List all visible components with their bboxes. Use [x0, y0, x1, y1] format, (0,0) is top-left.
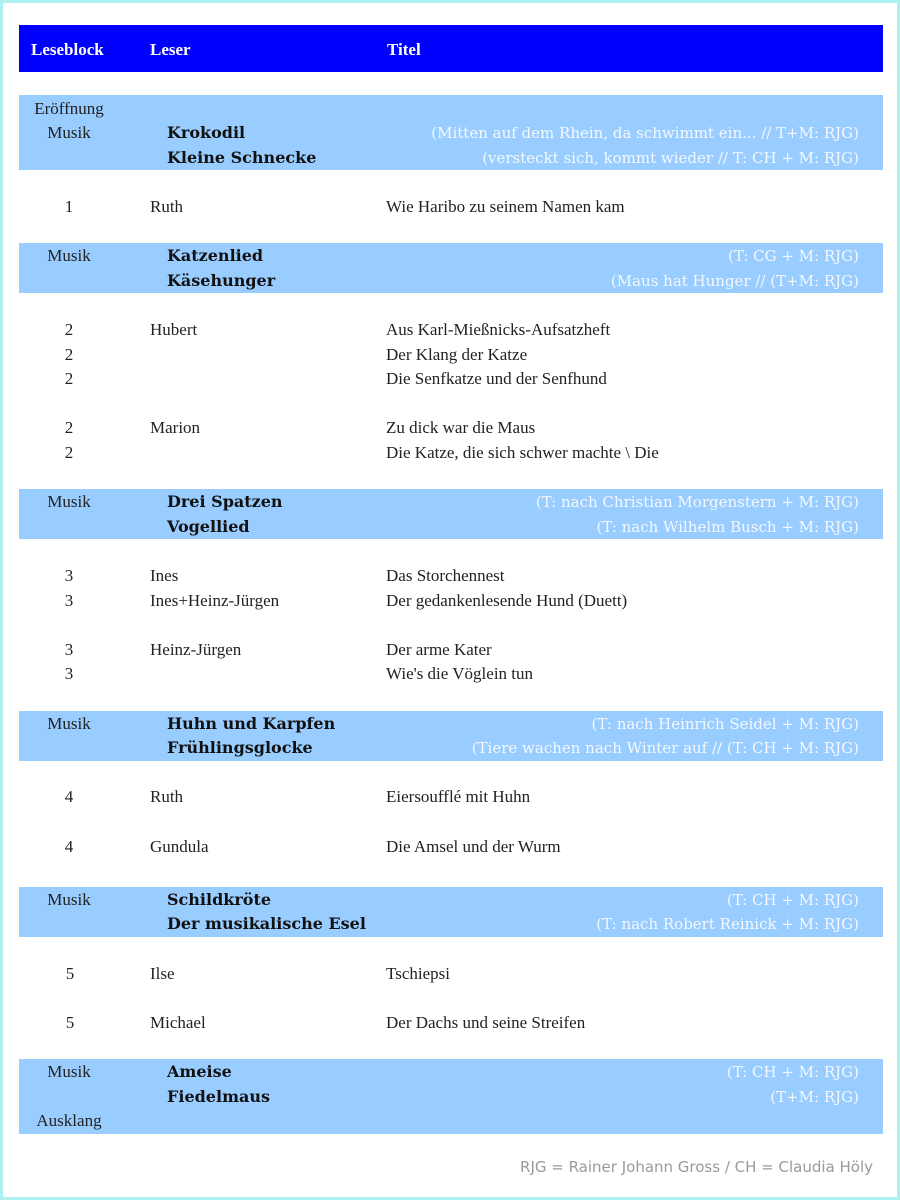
- reading-block: 2: [64, 443, 74, 462]
- song-name: Frühlingsglocke: [167, 738, 313, 757]
- reading-title: Wie's die Vöglein tun: [386, 664, 534, 683]
- reading-title: Der gedankenlesende Hund (Duett): [386, 591, 628, 610]
- song-name: Schildkröte: [167, 890, 272, 909]
- music-label: Musik: [47, 890, 91, 909]
- song-name: Der musikalische Esel: [167, 914, 366, 933]
- song-note: (Mitten auf dem Rhein, da schwimmt ein... // T+M: RJG): [431, 124, 859, 142]
- reading-reader: Hubert: [150, 320, 198, 339]
- music-band: [19, 887, 883, 937]
- song-note: (T: CH + M: RJG): [726, 1063, 859, 1081]
- reading-reader: Michael: [150, 1013, 206, 1032]
- music-band: [19, 711, 883, 761]
- reading-title: Der Dachs und seine Streifen: [386, 1013, 586, 1032]
- reading-block: 1: [64, 197, 74, 216]
- music-label: Musik: [47, 492, 91, 511]
- reading-title: Eiersoufflé mit Huhn: [386, 787, 531, 806]
- song-name: Ameise: [167, 1062, 232, 1081]
- header-leser: Leser: [150, 40, 191, 59]
- reading-reader: Ruth: [150, 787, 184, 806]
- reading-block: 5: [65, 1013, 75, 1032]
- reading-block: 2: [64, 418, 74, 437]
- reading-reader: Ines: [150, 566, 179, 585]
- reading-block: 2: [64, 320, 74, 339]
- reading-title: Die Senfkatze und der Senfhund: [386, 369, 607, 388]
- reading-title: Der arme Kater: [386, 640, 492, 659]
- song-note: (T: nach Wilhelm Busch + M: RJG): [596, 518, 859, 536]
- song-note: (Maus hat Hunger // (T+M: RJG): [610, 272, 859, 290]
- header-leseblock: Leseblock: [31, 40, 104, 59]
- reading-reader: Ines+Heinz-Jürgen: [150, 591, 280, 610]
- song-note: (versteckt sich, kommt wieder // T: CH + M: RJG): [482, 149, 859, 167]
- reading-block: 5: [65, 964, 75, 983]
- reading-block: 4: [64, 787, 74, 806]
- music-label: Musik: [47, 123, 91, 142]
- reading-reader: Ilse: [150, 964, 175, 983]
- song-note: (T: CH + M: RJG): [726, 891, 859, 909]
- reading-block: 2: [64, 345, 74, 364]
- song-name: Huhn und Karpfen: [167, 714, 336, 733]
- music-band: [19, 489, 883, 539]
- song-note: (T: nach Robert Reinick + M: RJG): [596, 915, 859, 933]
- song-note: (T: nach Christian Morgenstern + M: RJG): [535, 493, 859, 511]
- reading-title: Zu dick war die Maus: [386, 418, 536, 437]
- table-header: [19, 25, 883, 72]
- reading-title: Aus Karl-Mießnicks-Aufsatzheft: [386, 320, 611, 339]
- music-label: Musik: [47, 1062, 91, 1081]
- song-name: Krokodil: [167, 123, 246, 142]
- song-name: Drei Spatzen: [167, 492, 283, 511]
- reading-block: 4: [64, 837, 74, 856]
- song-name: Vogellied: [167, 517, 250, 536]
- reading-title: Tschiepsi: [386, 964, 450, 983]
- reading-title: Das Storchennest: [386, 566, 505, 585]
- song-name: Fiedelmaus: [167, 1087, 270, 1106]
- music-band: [19, 243, 883, 293]
- song-note: (Tiere wachen nach Winter auf // (T: CH + M: RJG): [471, 739, 859, 757]
- music-band: [19, 95, 883, 170]
- song-note: (T: CG + M: RJG): [727, 247, 859, 265]
- music-label: Musik: [47, 714, 91, 733]
- reading-block: 3: [64, 566, 74, 585]
- reading-title: Die Katze, die sich schwer machte \ Die: [386, 443, 659, 462]
- song-name: Käsehunger: [167, 271, 276, 290]
- opening-label: Eröffnung: [34, 99, 104, 118]
- header-titel: Titel: [387, 40, 421, 59]
- song-note: (T+M: RJG): [770, 1088, 859, 1106]
- closing-label: Ausklang: [36, 1111, 102, 1130]
- reading-block: 3: [64, 640, 74, 659]
- song-name: Katzenlied: [167, 246, 264, 265]
- music-band: [19, 1059, 883, 1134]
- reading-reader: Gundula: [150, 837, 209, 856]
- song-name: Kleine Schnecke: [167, 148, 317, 167]
- reading-block: 3: [64, 591, 74, 610]
- reading-reader: Ruth: [150, 197, 184, 216]
- reading-title: Die Amsel und der Wurm: [386, 837, 561, 856]
- reading-title: Wie Haribo zu seinem Namen kam: [386, 197, 625, 216]
- footer-legend: RJG = Rainer Johann Gross / CH = Claudia Höly: [520, 1158, 873, 1176]
- reading-block: 3: [64, 664, 74, 683]
- reading-reader: Marion: [150, 418, 201, 437]
- reading-reader: Heinz-Jürgen: [150, 640, 242, 659]
- music-label: Musik: [47, 246, 91, 265]
- reading-block: 2: [64, 369, 74, 388]
- song-note: (T: nach Heinrich Seidel + M: RJG): [591, 715, 859, 733]
- reading-title: Der Klang der Katze: [386, 345, 528, 364]
